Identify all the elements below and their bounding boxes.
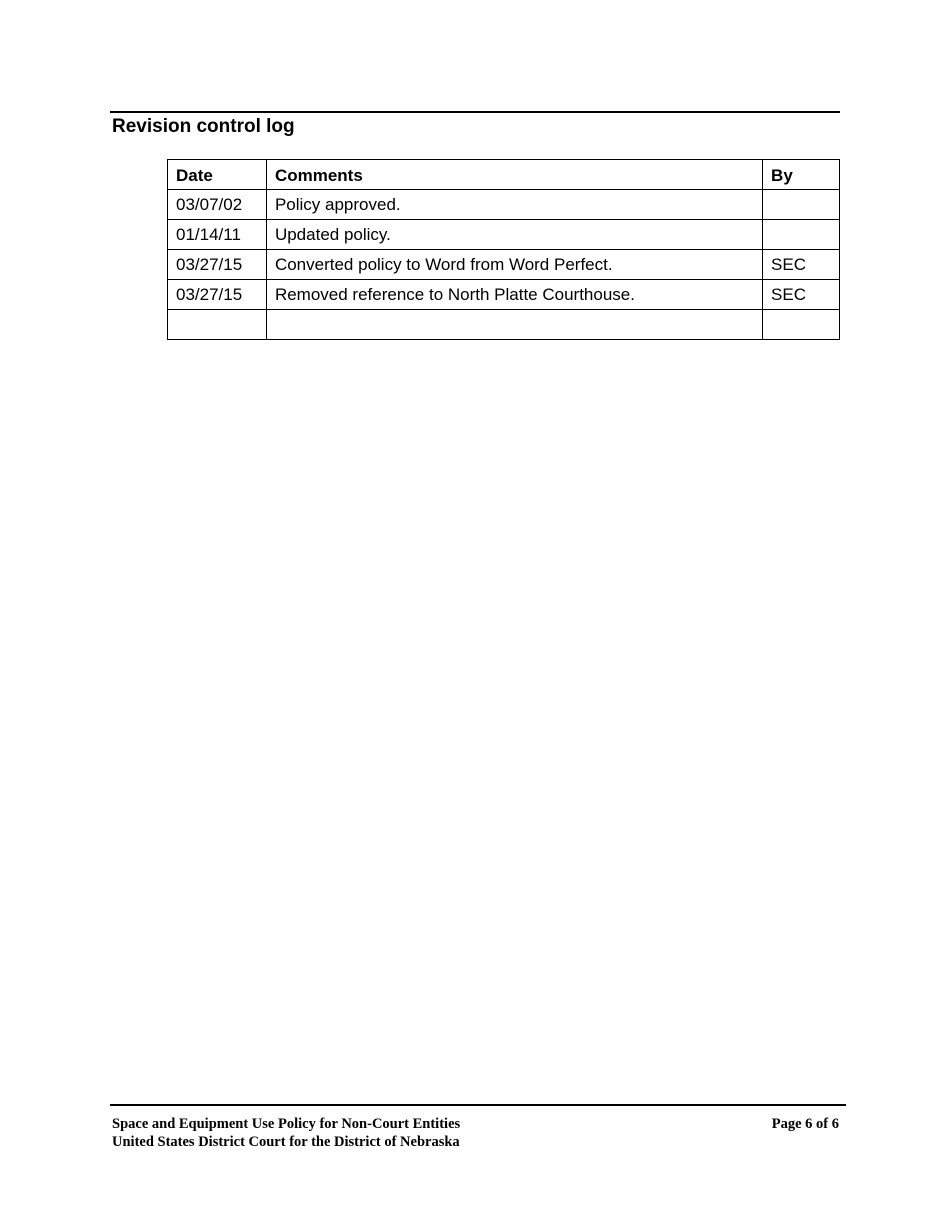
table-row: [168, 250, 840, 280]
column-header-date: Date: [168, 160, 267, 190]
by-cell: SEC: [763, 280, 840, 310]
date-cell: 03/07/02: [168, 190, 267, 220]
by-cell: [763, 310, 840, 340]
footer-divider: [110, 1104, 846, 1106]
by-cell: SEC: [763, 250, 840, 280]
footer-court-name: United States District Court for the District of Nebraska: [112, 1134, 460, 1150]
comments-cell: Removed reference to North Platte Courthouse.: [266, 280, 762, 310]
table-row-empty: [168, 310, 840, 340]
date-cell: 01/14/11: [168, 220, 267, 250]
page-footer: [112, 1115, 839, 1151]
table-row: [168, 280, 840, 310]
comments-cell: Policy approved.: [266, 190, 762, 220]
footer-page-number: Page 6 of 6: [771, 1116, 839, 1132]
by-cell: [763, 220, 840, 250]
revision-control-table: [167, 159, 840, 340]
table-row: [168, 220, 840, 250]
section-title: Revision control log: [112, 116, 295, 137]
date-cell: [168, 310, 267, 340]
column-header-by: By: [763, 160, 840, 190]
column-header-comments: Comments: [266, 160, 762, 190]
date-cell: 03/27/15: [168, 280, 267, 310]
table-header-row: [168, 160, 840, 190]
comments-cell: Converted policy to Word from Word Perfect.: [266, 250, 762, 280]
date-cell: 03/27/15: [168, 250, 267, 280]
section-divider: [110, 111, 840, 113]
comments-cell: Updated policy.: [266, 220, 762, 250]
table-row: [168, 190, 840, 220]
footer-document-title: Space and Equipment Use Policy for Non-Court Entities: [112, 1116, 461, 1132]
by-cell: [763, 190, 840, 220]
comments-cell: [266, 310, 762, 340]
